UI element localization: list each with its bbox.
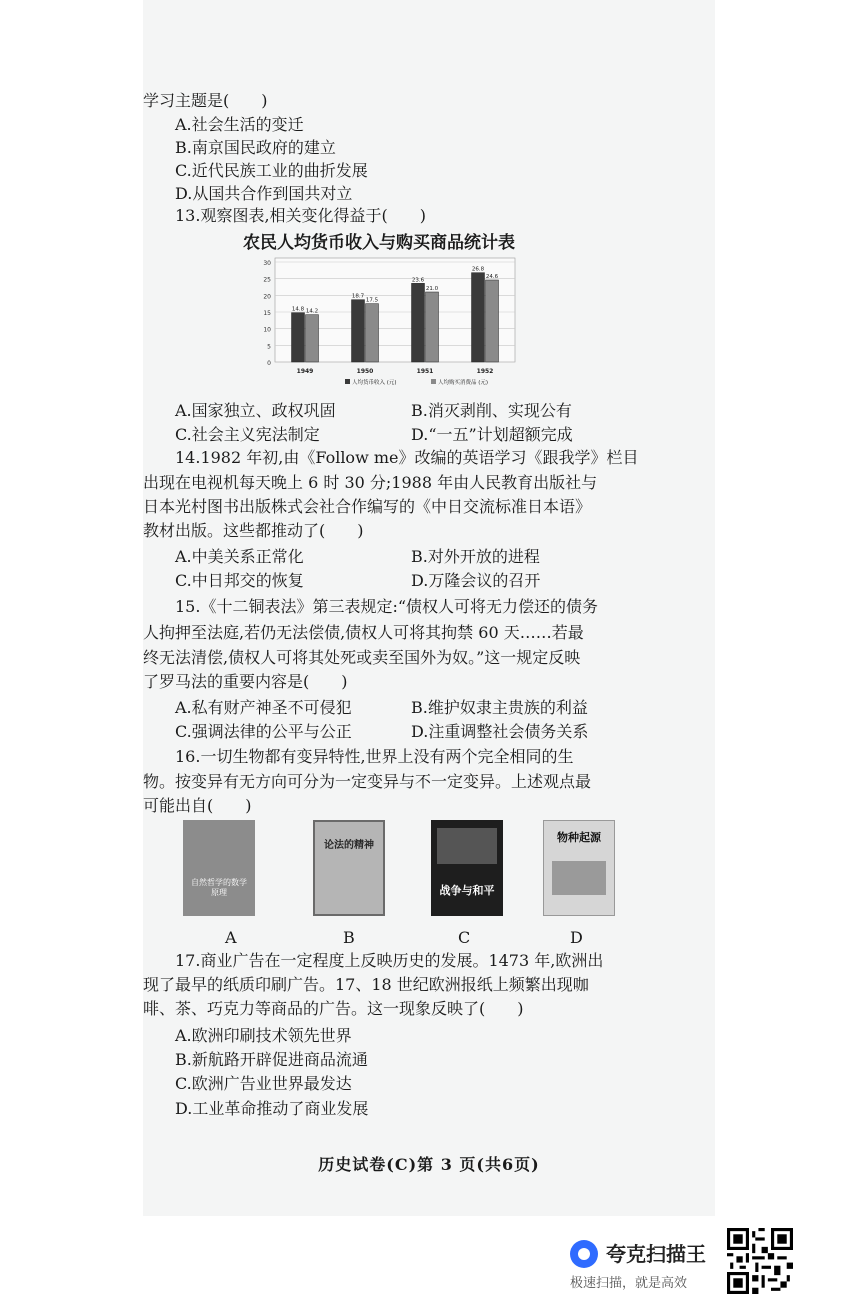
q14-line-2: 出现在电视机每天晚上 6 时 30 分;1988 年由人民教育出版社与 — [143, 473, 598, 492]
bar — [426, 292, 439, 362]
x-tick-label: 1951 — [416, 368, 434, 375]
bar-chart — [253, 252, 523, 390]
q13-option-c: C.社会主义宪法制定 — [175, 425, 320, 444]
book-d-title: 物种起源 — [557, 831, 601, 844]
q15-option-a: A.私有财产神圣不可侵犯 — [175, 698, 352, 717]
legend-swatch — [345, 379, 350, 384]
q13-option-b: B.消灭剥削、实现公有 — [411, 401, 572, 420]
bar — [292, 313, 305, 362]
brand-name: 夸克扫描王 — [606, 1242, 706, 1266]
book-cover-b — [313, 820, 385, 916]
q14-line-1: 14.1982 年初,由《Follow me》改编的英语学习《跟我学》栏目 — [175, 448, 639, 467]
q12-option-d: D.从国共合作到国共对立 — [175, 184, 353, 203]
q15-option-b: B.维护奴隶主贵族的利益 — [411, 698, 588, 717]
x-tick-label: 1952 — [476, 368, 494, 375]
x-tick-label: 1949 — [296, 368, 314, 375]
data-label: 24.6 — [485, 274, 499, 280]
book-label-b: B — [343, 928, 355, 947]
book-cover-c — [431, 820, 503, 916]
q15-line-3: 终无法清偿,债权人可将其处死或卖至国外为奴。”这一规定反映 — [143, 648, 581, 667]
bar — [352, 300, 365, 362]
bar — [306, 315, 319, 362]
data-label: 26.8 — [471, 266, 485, 273]
data-label: 17.5 — [365, 297, 379, 304]
q14-option-b: B.对外开放的进程 — [411, 547, 540, 566]
book-cover-a — [183, 820, 255, 916]
q12-option-c: C.近代民族工业的曲折发展 — [175, 161, 368, 180]
book-d-illustration — [552, 861, 606, 895]
q17-option-d: D.工业革命推动了商业发展 — [175, 1099, 369, 1118]
q12-stem: 学习主题是( ) — [143, 91, 268, 110]
y-tick-label: 30 — [263, 260, 271, 267]
q14-option-d: D.万隆会议的召开 — [411, 571, 541, 590]
quark-logo-icon — [570, 1240, 598, 1268]
qr-code-icon — [727, 1228, 793, 1294]
data-label: 21.0 — [425, 286, 439, 292]
book-b-title: 论法的精神 — [324, 840, 374, 851]
brand-slogan: 极速扫描，就是高效 — [570, 1276, 688, 1291]
y-tick-label: 15 — [263, 310, 271, 317]
q14-option-a: A.中美关系正常化 — [175, 547, 304, 566]
q17-option-c: C.欧洲广告业世界最发达 — [175, 1074, 352, 1093]
book-c-illustration — [437, 828, 497, 864]
legend-label: 人均货币收入 (元) — [352, 380, 397, 386]
book-a-title: 自然哲学的数学原理 — [191, 878, 247, 897]
q12-option-a: A.社会生活的变迁 — [175, 115, 304, 134]
q15-line-4: 了罗马法的重要内容是( ) — [143, 672, 348, 691]
q15-option-d: D.注重调整社会债务关系 — [411, 722, 589, 741]
book-label-a: A — [225, 928, 237, 947]
legend-swatch — [431, 379, 436, 384]
data-label: 14.8 — [291, 306, 305, 313]
y-tick-label: 10 — [263, 326, 271, 334]
exam-page — [143, 0, 715, 1216]
data-label: 14.2 — [305, 308, 319, 315]
y-tick-label: 25 — [263, 276, 271, 284]
q15-line-2: 人拘押至法庭,若仍无法偿债,债权人可将其拘禁 60 天……若最 — [143, 623, 584, 642]
page-footer: 历史试卷(C)第 3 页(共6页) — [318, 1155, 540, 1174]
bar — [472, 273, 485, 362]
data-label: 18.7 — [351, 293, 365, 300]
q14-option-c: C.中日邦交的恢复 — [175, 571, 304, 590]
q14-line-3: 日本光村图书出版株式会社合作编写的《中日交流标准日本语》 — [143, 497, 592, 516]
bar — [412, 283, 425, 362]
bar — [486, 280, 499, 362]
q16-line-1: 16.一切生物都有变异特性,世界上没有两个完全相同的生 — [175, 747, 574, 766]
book-c-title: 战争与和平 — [439, 884, 495, 897]
y-tick-label: 0 — [267, 360, 271, 367]
q17-line-3: 啡、茶、巧克力等商品的广告。这一现象反映了( ) — [143, 999, 524, 1018]
q17-option-b: B.新航路开辟促进商品流通 — [175, 1050, 368, 1069]
y-tick-label: 5 — [267, 343, 271, 351]
q13-stem: 13.观察图表,相关变化得益于( ) — [175, 206, 427, 225]
data-label: 23.6 — [411, 277, 425, 284]
q16-line-2: 物。按变异有无方向可分为一定变异与不一定变异。上述观点最 — [143, 772, 592, 791]
bar — [366, 304, 379, 362]
q17-line-1: 17.商业广告在一定程度上反映历史的发展。1473 年,欧洲出 — [175, 951, 604, 970]
q15-option-c: C.强调法律的公平与公正 — [175, 722, 352, 741]
book-cover-d — [543, 820, 615, 916]
q15-line-1: 15.《十二铜表法》第三表规定:“债权人可将无力偿还的债务 — [175, 597, 599, 616]
q14-line-4: 教材出版。这些都推动了( ) — [143, 521, 364, 540]
q13-option-a: A.国家独立、政权巩固 — [175, 401, 336, 420]
y-tick-label: 20 — [263, 293, 271, 301]
q12-option-b: B.南京国民政府的建立 — [175, 138, 336, 157]
scanner-watermark — [568, 1232, 718, 1292]
x-tick-label: 1950 — [356, 368, 374, 375]
chart-title: 农民人均货币收入与购买商品统计表 — [243, 233, 515, 253]
q17-line-2: 现了最早的纸质印刷广告。17、18 世纪欧洲报纸上频繁出现咖 — [143, 975, 589, 994]
q16-line-3: 可能出自( ) — [143, 796, 252, 815]
q13-option-d: D.“一五”计划超额完成 — [411, 425, 573, 444]
legend-label: 人均购买消费品 (元) — [438, 380, 489, 386]
q17-option-a: A.欧洲印刷技术领先世界 — [175, 1026, 352, 1045]
book-label-d: D — [570, 928, 583, 947]
book-label-c: C — [458, 928, 471, 947]
